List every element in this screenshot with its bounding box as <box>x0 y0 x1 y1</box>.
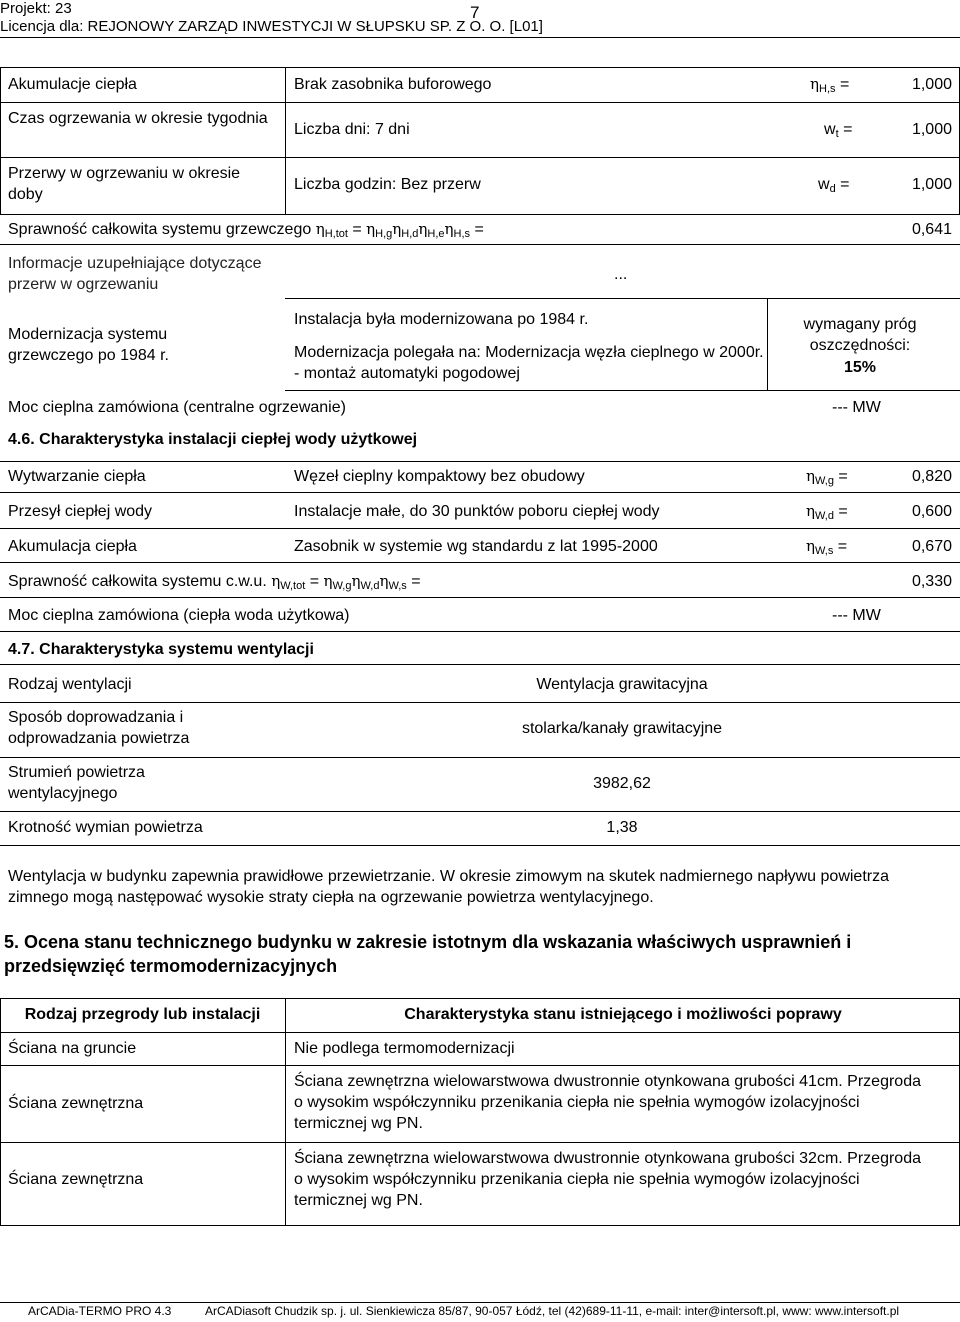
threshold-divider <box>767 299 768 390</box>
section5-row-desc: Nie podlega termomodernizacji <box>294 1040 515 1057</box>
daily-breaks-value: Liczba godzin: Bez przerw <box>294 176 481 193</box>
modernization-line2: Modernizacja polegała na: Modernizacja węzła cieplnego w 2000r. - montaż automatyki pogodowej <box>294 344 764 382</box>
ventilation-row-label: Krotność wymian powietrza <box>8 819 203 836</box>
hot-water-ordered-power-value: --- MW <box>832 607 881 624</box>
section5-col1-header: Rodzaj przegrody lub instalacji <box>24 1006 261 1023</box>
hot-water-row-label: Wytwarzanie ciepła <box>8 468 146 485</box>
modernization-label: Modernizacja systemu grzewczego po 1984 r. <box>8 326 169 364</box>
license-label: Licencja dla: REJONOWY ZARZĄD INWESTYCJI W SŁUPSKU SP. Z O. O. [L01] <box>0 18 543 35</box>
header-divider <box>0 37 960 38</box>
heating-total-underline <box>0 244 960 245</box>
section5-title: 5. Ocena stanu technicznego budynku w zakresie istotnym dla wskazania właściwych usprawnień i przedsięwzięć termomodernizacyjnych <box>4 932 852 976</box>
hot-water-row-number: 0,600 <box>911 503 952 520</box>
weekly-time-number: 1,000 <box>911 121 952 138</box>
threshold-value: 15% <box>843 359 877 376</box>
ventilation-title: 4.7. Charakterystyka systemu wentylacji <box>8 641 314 658</box>
additional-info-label: Informacje uzupełniające dotyczące przerw w ogrzewaniu <box>8 255 262 293</box>
accumulation-label: Akumulacje ciepła <box>8 76 137 93</box>
ventilation-row-label: Rodzaj wentylacji <box>8 676 132 693</box>
threshold-label: wymagany próg oszczędności: <box>803 316 917 354</box>
hot-water-ordered-power-label: Moc cieplna zamówiona (ciepła woda użytkowa) <box>8 607 350 624</box>
hot-water-row-value: Instalacje małe, do 30 punktów poboru ciepłej wody <box>294 503 660 520</box>
footer-company: ArCADiasoft Chudzik sp. j. ul. Sienkiewicza 85/87, 90-057 Łódź, tel (42)689-11-11, e-mail: inter@intersoft.pl, www: www.intersoft.pl <box>205 1304 900 1318</box>
hot-water-row-value: Węzeł cieplny kompaktowy bez obudowy <box>294 468 585 485</box>
hot-water-row-symbol: $\eta_{W,d}$ = <box>806 502 848 522</box>
project-label: Projekt: 23 <box>0 0 72 17</box>
section5-row-type: Ściana zewnętrzna <box>8 1095 144 1112</box>
section5-row-type: Ściana na gruncie <box>8 1040 137 1057</box>
heating-total-efficiency-number: 0,641 <box>911 221 952 238</box>
additional-info-underline <box>285 298 960 299</box>
hot-water-title: 4.6. Charakterystyka instalacji ciepłej wody użytkowej <box>8 431 418 448</box>
daily-breaks-number: 1,000 <box>911 176 952 193</box>
hot-water-row-symbol: $\eta_{W,g}$ = <box>806 467 848 487</box>
daily-breaks-symbol: $w_d$ = <box>818 176 850 195</box>
ventilation-note: Wentylacja w budynku zapewnia prawidłowe przewietrzanie. W okresie zimowym na skutek nadmiernego napływu powietrza zimnego mogą następować wysokie straty ciepła na ogrzewanie powietrza wentylacyjnego. <box>8 868 889 906</box>
section5-col2-header: Charakterystyka stanu istniejącego i możliwości poprawy <box>404 1006 842 1023</box>
ventilation-row-label: Strumień powietrza wentylacyjnego <box>8 764 145 802</box>
section5-row-desc: Ściana zewnętrzna wielowarstwowa dwustronnie otynkowana grubości 41cm. Przegroda o wysokim współczynniku przenikania ciepła nie spełnia wymogów izolacyjności termicznej wg PN. <box>294 1073 921 1132</box>
ventilation-row-value: 3982,62 <box>593 775 651 792</box>
section5-row-desc: Ściana zewnętrzna wielowarstwowa dwustronnie otynkowana grubości 32cm. Przegroda o wysokim współczynniku przenikania ciepła nie spełnia wymogów izolacyjności termicznej wg PN. <box>294 1150 921 1209</box>
ventilation-row-label: Sposób doprowadzania i odprowadzania powietrza <box>8 709 190 747</box>
daily-breaks-label: Przerwy w ogrzewaniu w okresie doby <box>8 165 241 203</box>
additional-info-value: ... <box>614 266 628 283</box>
hot-water-row-label: Przesył ciepłej wody <box>8 503 153 520</box>
ventilation-row-value: stolarka/kanały grawitacyjne <box>521 720 723 737</box>
hot-water-total-efficiency: Sprawność całkowita systemu c.w.u. $\eta_{W,tot} = \eta_{W,g}\eta_{W,d}\eta_{W,s}$ = <box>8 572 421 592</box>
hot-water-row-label: Akumulacja ciepła <box>8 538 137 555</box>
section5-row-type: Ściana zewnętrzna <box>8 1171 144 1188</box>
hot-water-row-number: 0,670 <box>911 538 952 555</box>
hot-water-total-efficiency-number: 0,330 <box>911 573 952 590</box>
hot-water-row-symbol: $\eta_{W,s}$ = <box>806 537 848 557</box>
accumulation-symbol: $\eta_{H,s}$ = <box>810 75 850 95</box>
heating-ordered-power-value: --- MW <box>832 399 881 416</box>
footer-app: ArCADia-TERMO PRO 4.3 <box>28 1304 172 1318</box>
modernization-underline <box>285 390 960 391</box>
hot-water-row-number: 0,820 <box>911 468 952 485</box>
accumulation-value: Brak zasobnika buforowego <box>294 76 492 93</box>
accumulation-number: 1,000 <box>911 76 952 93</box>
ventilation-row-value: 1,38 <box>606 819 638 836</box>
heating-total-efficiency: Sprawność całkowita systemu grzewczego $\eta_{H,tot} = \eta_{H,g}\eta_{H,d}\eta_{H,e}\eta_{H,s}$ = <box>8 220 484 240</box>
page-number: 7 <box>470 3 480 22</box>
ventilation-row-value: Wentylacja grawitacyjna <box>536 676 708 693</box>
hot-water-row-value: Zasobnik w systemie wg standardu z lat 1995-2000 <box>294 538 658 555</box>
weekly-time-label: Czas ogrzewania w okresie tygodnia <box>8 110 268 127</box>
weekly-time-value: Liczba dni: 7 dni <box>294 121 410 138</box>
footer-divider <box>0 1302 960 1303</box>
heating-ordered-power-label: Moc cieplna zamówiona (centralne ogrzewanie) <box>8 399 346 416</box>
weekly-time-symbol: $w_t$ = <box>824 121 853 140</box>
modernization-line1: Instalacja była modernizowana po 1984 r. <box>294 311 589 328</box>
